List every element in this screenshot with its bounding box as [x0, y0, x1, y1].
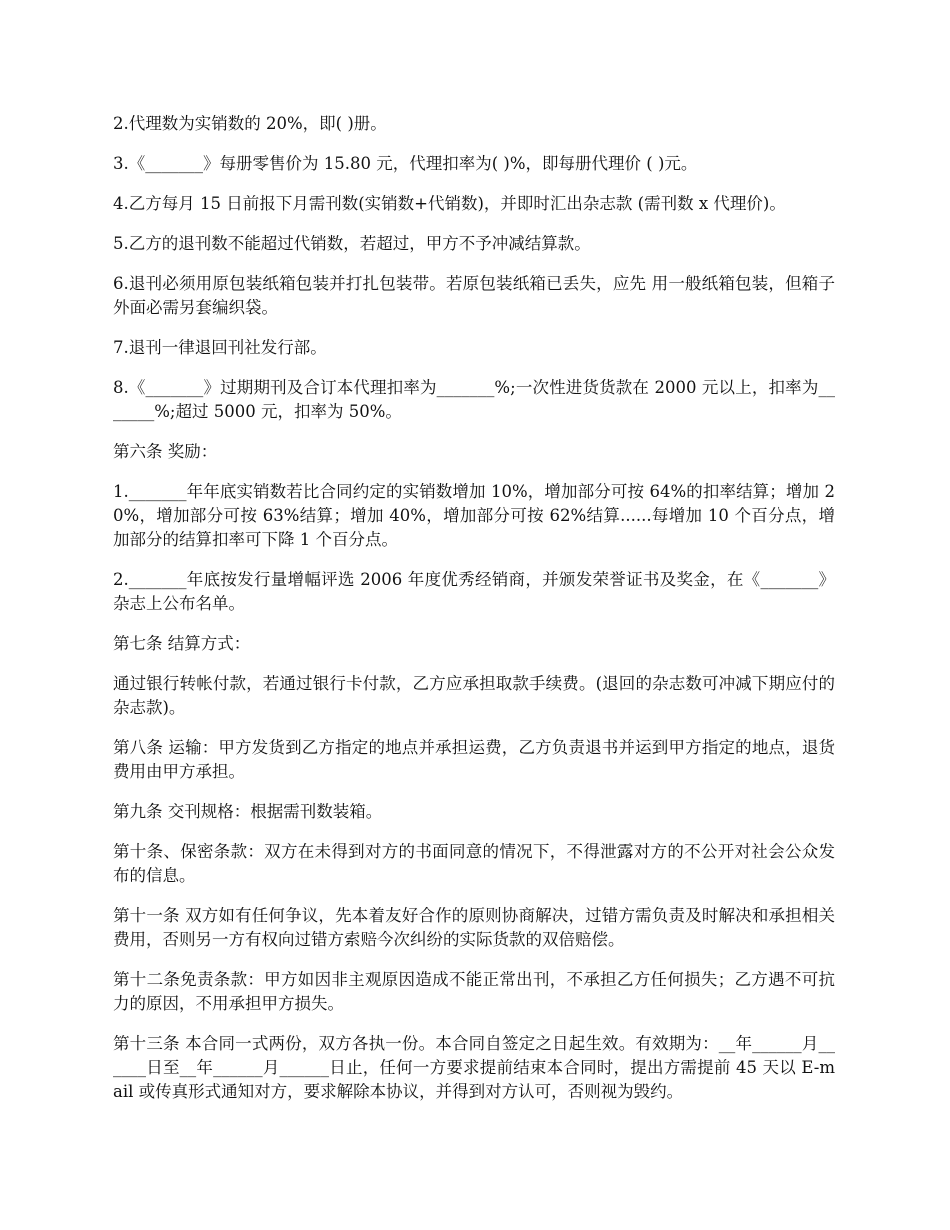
- clause-3-retail-price: 3.《_______》每册零售价为 15.80 元，代理扣率为( )%，即每册代理价 ( )元。: [113, 154, 698, 173]
- document-body: [113, 112, 835, 1120]
- clause-5-return-limit: 5.乙方的退刊数不能超过代销数，若超过，甲方不予冲减结算款。: [113, 234, 591, 253]
- clause-7-return-destination: 7.退刊一律退回刊社发行部。: [113, 338, 327, 357]
- article-10-confidentiality: 第十条、保密条款：双方在未得到对方的书面同意的情况下，不得泄露对方的不公开对社会公众发布的信息。: [113, 842, 835, 885]
- article-6-item-1: 1._______年年底实销数若比合同约定的实销数增加 10%，增加部分可按 64%的扣率结算；增加 20%，增加部分可按 63%结算；增加 40%，增加部分可按 62%结算......每增加 10 个百分点，增加部分的结算扣率可下降 1 个百分点。: [113, 482, 835, 549]
- article-11-disputes: 第十一条 双方如有任何争议，先本着友好合作的原则协商解决，过错方需负责及时解决和承担相关费用，否则另一方有权向过错方索赔今次纠纷的实际货款的双倍赔偿。: [113, 906, 835, 949]
- clause-4-monthly-order: 4.乙方每月 15 日前报下月需刊数(实销数+代销数)，并即时汇出杂志款 (需刊数 x 代理价)。: [113, 194, 786, 213]
- clause-2-agency-ratio: 2.代理数为实销数的 20%，即( )册。: [113, 114, 387, 133]
- article-7-heading: 第七条 结算方式：: [113, 634, 251, 653]
- clause-6-return-packaging: 6.退刊必须用原包装纸箱包装并打扎包装带。若原包装纸箱已丢失，应先 用一般纸箱包装，但箱子外面必需另套编织袋。: [113, 274, 835, 317]
- article-8-transport: 第八条 运输：甲方发货到乙方指定的地点并承担运费，乙方负责退书并运到甲方指定的地点，退货费用由甲方承担。: [113, 738, 835, 781]
- article-9-packing: 第九条 交刊规格：根据需刊数装箱。: [113, 802, 383, 821]
- article-7-body: 通过银行转帐付款，若通过银行卡付款，乙方应承担取款手续费。(退回的杂志数可冲减下期应付的杂志款)。: [113, 674, 835, 717]
- article-6-heading: 第六条 奖励：: [113, 442, 218, 461]
- clause-8-back-issue-rate: 8.《_______》过期期刊及合订本代理扣率为_______%;一次性进货货款在 2000 元以上，扣率为_______%;超过 5000 元，扣率为 50%。: [113, 378, 835, 421]
- article-13-term: 第十三条 本合同一式两份，双方各执一份。本合同自签定之日起生效。有效期为：__年______月______日至__年______月______日止，任何一方要求提前结束本合同时，提出方需提前 45 天以 E-mail 或传真形式通知对方，要求解除本协议，并得到对方认可，否则视为毁约。: [113, 1034, 835, 1101]
- article-12-exemption: 第十二条免责条款：甲方如因非主观原因造成不能正常出刊，不承担乙方任何损失；乙方遇不可抗力的原因，不用承担甲方损失。: [113, 970, 835, 1013]
- article-6-item-2: 2._______年底按发行量增幅评选 2006 年度优秀经销商，并颁发荣誉证书及奖金，在《_______》杂志上公布名单。: [113, 570, 835, 613]
